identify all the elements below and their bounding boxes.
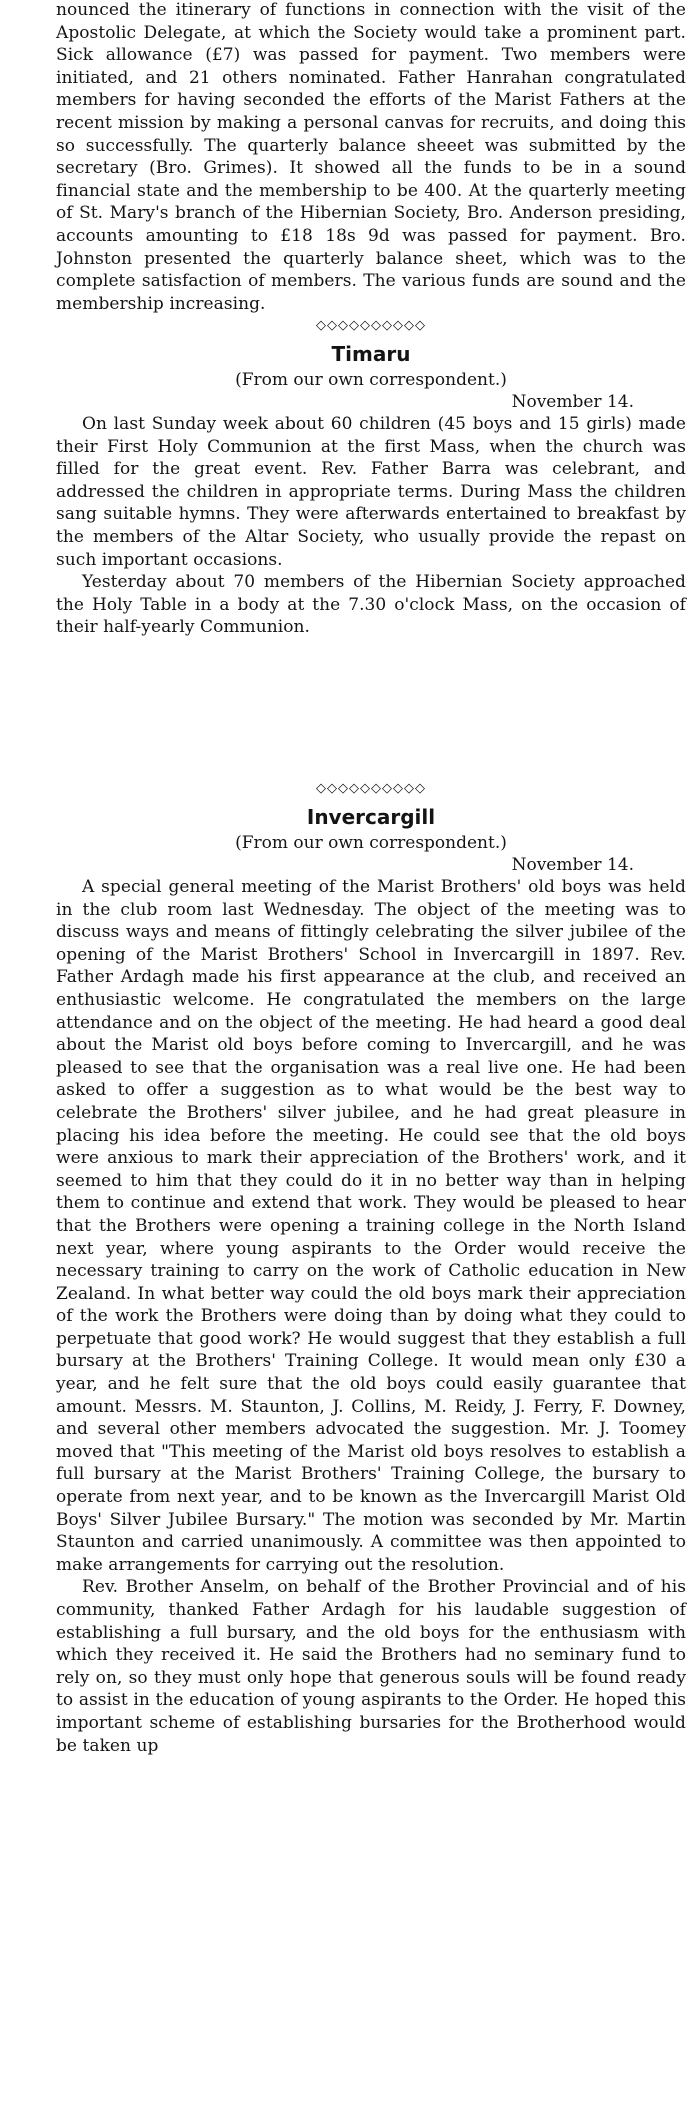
section-divider: ◇◇◇◇◇◇◇◇◇◇ <box>316 318 426 333</box>
dateline: November 14. <box>511 855 634 875</box>
section-heading: Invercargill <box>306 805 436 829</box>
section-heading: Timaru <box>331 342 411 366</box>
invercargill-section <box>56 766 686 1757</box>
article-paragraph: On last Sunday week about 60 children (45 boys and 15 girls) made their First Holy Communion at the first Mass, when the church was filled for the great event. Rev. Father Barra was celebrant, and addressed the children in appropriate terms. During Mass the children sang suitable hymns. They were afterwards entertained to breakfast by the members of the Altar Society, who usually provide the repast on such important occasions. <box>56 414 686 570</box>
timaru-section <box>56 303 686 639</box>
section-divider: ◇◇◇◇◇◇◇◇◇◇ <box>316 781 426 796</box>
article-paragraph: A special general meeting of the Marist Brothers' old boys was held in the club room last Wednesday. The object of the meeting was to discuss ways and means of fittingly celebrating the silver jubilee of the opening of the Marist Brothers' School in Invercargill in 1897. Rev. Father Ardagh made his first appearance at the club, and received an enthusiastic welcome. He congratulated the members on the large attendance and on the object of the meeting. He had heard a good deal about the Marist old boys before coming to Invercargill, and he was pleased to see that the organisation was a real live one. He had been asked to offer a suggestion as to what would be the best way to celebrate the Brothers' silver jubilee, and he had great pleasure in placing his idea before the meeting. He could see that the old boys were anxious to mark their appreciation of the Brothers' work, and it seemed to him that they could do it in no better way than in helping them to continue and extend that work. They would be pleased to hear that the Brothers were opening a training college in the North Island next year, where young aspirants to the Order would receive the necessary training to carry on the work of Catholic education in New Zealand. In what better way could the old boys mark their appreciation of the work the Brothers were doing than by doing what they could to perpetuate that good work? He would suggest that they establish a full bursary at the Brothers' Training College. It would mean only £30 a year, and he felt sure that the old boys could easily guarantee that amount. Messrs. M. Staunton, J. Collins, M. Reidy, J. Ferry, F. Downey, and several other members advocated the suggestion. Mr. J. Toomey moved that "This meeting of the Marist old boys resolves to establish a full bursary at the Marist Brothers' Training College, the bursary to operate from next year, and to be known as the Invercargill Marist Old Boys' Silver Jubilee Bursary." The motion was seconded by Mr. Martin Staunton and carried unanimously. A committee was then appointed to make arrangements for carrying out the resolution. <box>56 877 686 1575</box>
article-paragraph: Yesterday about 70 members of the Hibernian Society approached the Holy Table in a body at the 7.30 o'clock Mass, on the occasion of their half-yearly Communion. <box>56 572 686 638</box>
correspondent-line: (From our own correspondent.) <box>235 370 507 390</box>
correspondent-line: (From our own correspondent.) <box>235 833 507 853</box>
continued-article <box>56 0 686 315</box>
dateline: November 14. <box>511 392 634 412</box>
continued-paragraph: nounced the itinerary of functions in connection with the visit of the Apostolic Delegate, at which the Society would take a prominent part. Sick allowance (£7) was passed for payment. Two members were initiated, and 21 others nominated. Father Hanrahan congratulated members for having seconded the efforts of the Marist Fathers at the recent mission by making a personal canvas for recruits, and doing this so successfully. The quarterly balance sheeet was submitted by the secretary (Bro. Grimes). It showed all the funds to be in a sound financial state and the membership to be 400. At the quarterly meeting of St. Mary's branch of the Hibernian Society, Bro. Anderson presiding, accounts amounting to £18 18s 9d was passed for payment. Bro. Johnston presented the quarterly balance sheet, which was to the complete satisfaction of members. The various funds are sound and the membership increasing. <box>56 0 686 314</box>
article-paragraph: Rev. Brother Anselm, on behalf of the Brother Provincial and of his community, thanked Father Ardagh for his laudable suggestion of establishing a full bursary, and the old boys for the enthusiasm with which they received it. He said the Brothers had no seminary fund to rely on, so they must only hope that generous souls will be found ready to assist in the education of young aspirants to the Order. He hoped this important scheme of establishing bursaries for the Brotherhood would be taken up <box>56 1577 686 1756</box>
